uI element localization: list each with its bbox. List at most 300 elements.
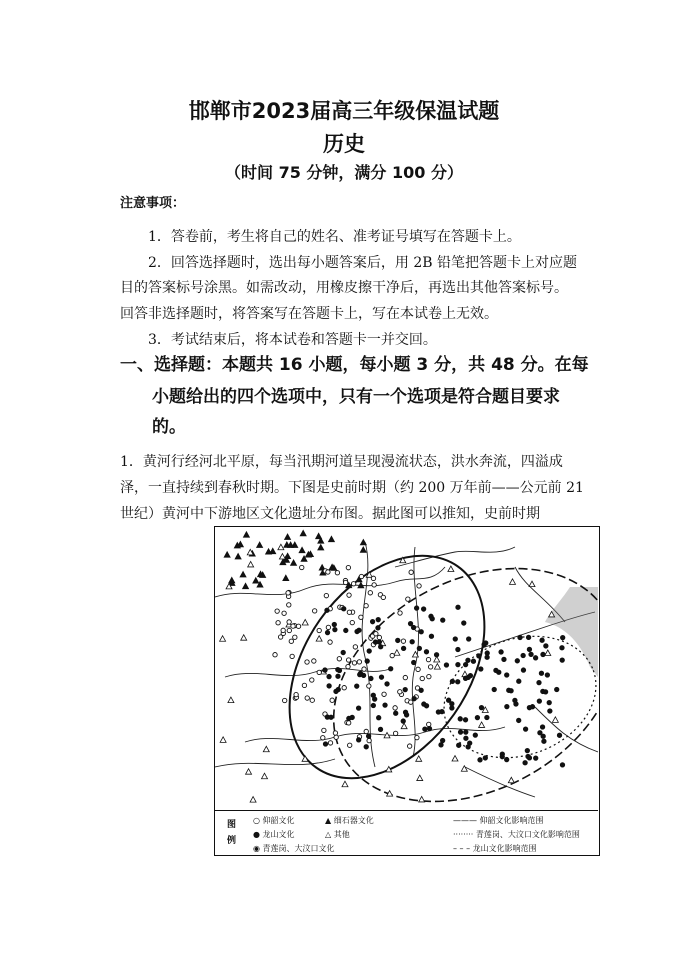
longshan-site-marker [475,715,479,719]
yangshao-site-marker [293,635,297,639]
yangshao-site-marker [351,582,355,586]
yangshao-site-marker [398,611,402,615]
note-line: 1．答卷前，考生将自己的姓名、准考证号填写在答题卡上。 [148,229,521,245]
longshan-site-marker [464,736,468,740]
microlith-site-marker [291,560,297,566]
other-site-marker [262,773,268,779]
longshan-site-marker [540,725,544,729]
longshan-site-marker [560,658,564,662]
other-site-marker [419,796,425,802]
longshan-site-marker [440,709,444,713]
longshan-site-marker [434,653,438,657]
yangshao-site-marker [346,664,350,668]
yangshao-site-marker [291,624,295,628]
longshan-site-marker [366,734,370,738]
yangshao-site-marker [322,728,326,732]
legend-longshan-range: – – – 龙山文化影响范围 [453,844,537,853]
longshan-site-marker [458,730,462,734]
microlith-site-marker [243,532,249,538]
legend-yangshao: ○ 仰韶文化 [253,816,295,825]
yangshao-site-marker [321,736,325,740]
yangshao-site-marker [294,692,298,696]
longshan-site-marker [370,619,374,623]
longshan-site-marker [473,733,477,737]
yangshao-site-marker [428,665,432,669]
longshan-site-marker [417,646,421,650]
longshan-site-marker [403,710,407,714]
longshan-site-marker [541,652,545,656]
longshan-site-marker [485,715,489,719]
other-site-marker [228,697,234,703]
other-site-marker [401,723,407,729]
longshan-site-marker [507,688,511,692]
other-site-marker [278,544,284,550]
longshan-site-marker [560,646,564,650]
yangshao-site-marker [333,731,337,735]
longshan-site-marker [463,662,467,666]
question-line: 泽，一直持续到春秋时期。下图是史前时期（约 200 万年前——公元前 21 [120,480,584,496]
longshan-site-marker [523,761,527,765]
longshan-site-marker [494,668,498,672]
longshan-site-marker [557,733,561,737]
longshan-site-marker [356,738,360,742]
longshan-site-marker [505,704,509,708]
question-line: 世纪）黄河中下游地区文化遗址分布图。据此图可以推知，史前时期 [120,506,540,522]
longshan-site-marker [456,647,460,651]
longshan-site-marker [543,690,547,694]
longshan-site-marker [427,726,431,730]
longshan-site-marker [463,676,467,680]
longshan-site-marker [441,618,445,622]
longshan-site-marker [327,674,331,678]
longshan-site-marker [540,638,544,642]
longshan-site-marker [367,649,371,653]
longshan-site-marker [365,659,369,663]
yangshao-site-marker [364,604,368,608]
yangshao-site-marker [415,735,419,739]
exam-subject: 历史 [323,132,365,156]
other-site-marker [552,717,558,723]
rivers [215,542,598,797]
yangshao-site-marker [403,675,407,679]
longshan-site-marker [479,705,483,709]
yangshao-site-marker [324,593,328,597]
longshan-site-marker [479,667,483,671]
yangshao-site-marker [393,706,397,710]
longshan-site-marker [430,617,434,621]
longshan-site-marker [458,717,462,721]
yangshao-site-marker [390,653,394,657]
yangshao-site-marker [367,738,371,742]
microlith-site-marker [243,583,249,589]
yangshao-site-marker [401,639,405,643]
yangshao-site-marker [342,685,346,689]
longshan-site-marker [371,703,375,707]
longshan-site-marker [329,715,333,719]
longshan-site-marker [466,658,470,662]
yangshao-site-marker [372,583,376,587]
longshan-site-marker [323,668,327,672]
yangshao-site-marker [409,700,413,704]
yangshao-site-marker [305,660,309,664]
longshan-site-marker [538,731,542,735]
longshan-site-marker [521,668,525,672]
longshan-site-marker [462,621,466,625]
longshan-site-marker [545,673,549,677]
yangshao-site-marker [302,683,306,687]
longshan-site-marker [336,674,340,678]
longshan-site-marker [456,662,460,666]
longshan-site-marker [534,756,538,760]
longshan-site-marker [457,743,461,747]
longshan-site-marker [440,738,444,742]
other-site-marker [220,737,226,743]
longshan-site-marker [429,634,433,638]
longshan-site-marker [548,709,552,713]
yangshao-site-marker [312,609,316,613]
longshan-site-marker [358,672,362,676]
longshan-site-marker [485,651,489,655]
other-site-marker [316,636,322,642]
yangshao-site-marker [337,657,341,661]
yangshao-site-marker [278,635,282,639]
longshan-site-marker [539,671,543,675]
yangshao-site-marker [407,744,411,748]
microlith-site-marker [328,536,334,542]
longshan-site-marker [414,606,418,610]
longshan-site-marker [527,705,531,709]
other-site-marker [279,554,285,560]
legend-dawenkou: ◉ 青莲岗、大汶口文化 [253,844,335,853]
longshan-site-marker [350,715,354,719]
longshan-site-marker [342,607,346,611]
longshan-site-marker [504,757,508,761]
microlith-site-marker [235,553,241,559]
longshan-site-marker [515,659,519,663]
longshan-site-marker [467,741,471,745]
yangshao-site-marker [427,674,431,678]
longshan-site-marker [466,637,470,641]
microlith-site-marker [299,547,305,553]
yangshao-site-marker [420,676,424,680]
longshan-site-marker [410,640,414,644]
longshan-site-marker [401,719,405,723]
longshan-site-marker [355,684,359,688]
longshan-site-marker [446,698,450,702]
yangshao-site-marker [368,591,372,595]
section-heading-cont: 小题给出的四个选项中，只有一个选项是符合题目要求 [152,387,560,407]
yangshao-site-marker [281,628,285,632]
longshan-site-marker [373,640,377,644]
longshan-site-marker [376,716,380,720]
longshan-site-marker [369,676,373,680]
yangshao-site-marker [290,654,294,658]
yangshao-site-marker [317,670,321,674]
other-site-marker [263,746,269,752]
question-line: 1．黄河行经河北平原，每当汛期河道呈现漫流状态，洪水奔流，四溢成 [120,454,563,470]
longshan-site-marker [542,739,546,743]
other-site-marker [417,775,423,781]
longshan-site-marker [388,667,392,671]
longshan-site-marker [555,687,559,691]
longshan-site-marker [527,756,531,760]
yangshao-site-marker [287,620,291,624]
other-site-marker [434,664,440,670]
other-site-marker [461,766,467,772]
longshan-site-marker [505,673,509,677]
yangshao-site-marker [287,603,291,607]
longshan-site-marker [323,742,327,746]
longshan-site-marker [364,745,368,749]
yangshao-site-marker [275,609,279,613]
other-site-marker [248,561,254,567]
longshan-site-marker [463,718,467,722]
yangshao-site-marker [406,597,410,601]
yangshao-site-marker [347,593,351,597]
site-markers [220,530,565,802]
map-legend [215,810,598,856]
longshan-site-marker [378,645,382,649]
yangshao-site-marker [382,692,386,696]
longshan-site-marker [379,675,383,679]
microlith-site-marker [240,572,246,578]
yangshao-site-marker [343,580,347,584]
yangshao-site-marker [417,584,421,588]
other-site-marker [545,650,551,656]
map-graphic [215,527,598,811]
longshan-site-marker [484,641,488,645]
yangshao-site-marker [426,657,430,661]
other-site-marker [508,777,514,783]
other-site-marker [479,722,485,728]
microlith-site-marker [300,530,306,536]
longshan-site-marker [525,748,529,752]
longshan-site-marker [533,656,537,660]
longshan-site-marker [421,607,425,611]
longshan-site-marker [513,698,517,702]
longshan-site-marker [453,637,457,641]
yangshao-site-marker [357,660,361,664]
longshan-site-marker [527,647,531,651]
longshan-site-marker [471,659,475,663]
yangshao-site-marker [427,722,431,726]
longshan-site-marker [332,622,336,626]
yangshao-site-marker [328,741,332,745]
notes-heading: 注意事项： [120,196,186,211]
longshan-site-marker [529,652,533,656]
longshan-site-marker [327,684,331,688]
yangshao-site-marker [374,632,378,636]
microlith-site-marker [257,542,263,548]
yangshao-site-marker [352,661,356,665]
other-site-marker [250,797,256,803]
longshan-site-marker [385,682,389,686]
other-site-marker [529,581,535,587]
longshan-site-marker [333,627,337,631]
longshan-site-marker [547,700,551,704]
longshan-site-marker [403,687,407,691]
yangshao-site-marker [296,624,300,628]
other-site-marker [510,579,516,585]
longshan-site-marker [560,635,564,639]
yangshao-site-marker [330,698,334,702]
longshan-site-marker [336,667,340,671]
longshan-site-marker [401,646,405,650]
yangshao-site-marker [367,684,371,688]
yangshao-site-marker [287,628,291,632]
exam-title: 邯郸市2023届高三年级保温试题 [188,99,500,123]
longshan-site-marker [378,727,382,731]
yangshao-site-marker [334,735,338,739]
microlith-site-marker [285,534,291,540]
longshan-site-marker [334,689,338,693]
longshan-site-marker [526,635,530,639]
other-site-marker [448,566,454,572]
yangshao-site-marker [289,639,293,643]
longshan-site-marker [325,608,329,612]
longshan-site-marker [517,679,521,683]
other-site-marker [452,756,458,762]
longshan-site-marker [372,697,376,701]
yangshao-site-marker [359,615,363,619]
note-line: 3．考试结束后，将本试卷和答题卡一并交回。 [148,332,437,348]
yangshao-site-marker [286,591,290,595]
yangshao-site-marker [326,625,330,629]
exam-time-info: （时间 75 分钟，满分 100 分） [225,163,463,182]
longshan-site-marker [492,687,496,691]
longshan-site-marker [478,758,482,762]
longshan-site-marker [456,680,460,684]
other-site-marker [302,619,308,625]
longshan-site-marker [537,699,541,703]
legend-longshan: ● 龙山文化 [253,830,295,839]
longshan-site-marker [344,628,348,632]
longshan-site-marker [376,617,380,621]
yangshao-site-marker [350,620,354,624]
yangshao-site-marker [416,667,420,671]
note-line: 2．回答选择题时，选出每小题答案后，用 2B 铅笔把答题卡上对应题 [148,255,578,271]
other-site-marker [342,781,348,787]
longshan-site-marker [517,718,521,722]
longshan-site-marker [396,638,400,642]
yangshao-site-marker [335,571,339,575]
longshan-site-marker [356,706,360,710]
yangshao-site-marker [353,645,357,649]
longshan-site-marker [325,630,329,634]
yangshao-site-marker [300,565,304,569]
longshan-site-marker [456,605,460,609]
other-site-marker [241,635,247,641]
longshan-site-marker [518,635,522,639]
yangshao-site-marker [346,658,350,662]
longshan-site-marker [341,650,345,654]
yangshao-site-marker [317,628,321,632]
yangshao-site-marker [371,576,375,580]
yangshao-site-marker [305,696,309,700]
longshan-site-marker [394,711,398,715]
longshan-site-marker [424,704,428,708]
other-site-marker [416,756,422,762]
yangshao-site-marker [409,570,413,574]
longshan-site-marker [408,621,412,625]
longshan-site-marker [412,696,416,700]
yangshao-site-marker [377,635,381,639]
microlith-site-marker [318,544,324,550]
longshan-site-marker [464,730,468,734]
microlith-site-marker [360,547,366,553]
other-site-marker [246,769,252,775]
longshan-site-marker [411,625,415,629]
microlith-site-marker [283,575,289,581]
longshan-site-marker [412,660,416,664]
longshan-site-marker [477,654,481,658]
yangshao-site-marker [359,574,363,578]
legend-other: △ 其他 [325,830,350,839]
longshan-site-marker [502,657,506,661]
legend-yangshao-range: ——— 仰韶文化影响范围 [453,816,544,825]
longshan-site-marker [444,663,448,667]
longshan-site-marker [468,673,472,677]
longshan-site-marker [537,680,541,684]
yangshao-site-marker [381,595,385,599]
longshan-site-marker [485,655,489,659]
yangshao-site-marker [346,565,350,569]
longshan-site-marker [383,703,387,707]
note-line: 目的答案标号涂黑。如需改动，用橡皮擦干净后，再选出其他答案标号。 [120,280,568,296]
yangshao-site-marker [346,721,350,725]
other-site-marker [394,650,400,656]
longshan-site-marker [450,679,454,683]
longshan-site-marker [450,706,454,710]
yangshao-site-marker [326,570,330,574]
yangshao-site-marker [348,743,352,747]
yangshao-site-marker [310,698,314,702]
microlith-site-marker [253,578,259,584]
yangshao-site-marker [312,659,316,663]
longshan-site-marker [499,650,503,654]
legend-microlith: ▲ 细石器文化 [325,816,374,825]
yangshao-site-marker [347,610,351,614]
yangshao-site-marker [273,652,277,656]
yangshao-site-marker [364,729,368,733]
yangshao-site-marker [328,640,332,644]
longshan-site-marker [521,653,525,657]
longshan-site-marker [419,688,423,692]
note-line: 回答非选择题时，将答案写在答题卡上，写在本试卷上无效。 [120,306,498,322]
longshan-site-marker [560,763,564,767]
longshan-site-marker [357,628,361,632]
yangshao-site-marker [310,678,314,682]
microlith-site-marker [224,552,230,558]
yangshao-site-marker [282,611,286,615]
legend-dawenkou-range: ········ 青莲岗、大汶口文化影响范围 [453,830,580,839]
longshan-site-marker [376,626,380,630]
section-heading: 一、选择题：本题共 16 小题，每小题 3 分，共 48 分。在每 [120,355,589,375]
longshan-site-marker [483,756,487,760]
yangshao-site-marker [282,698,286,702]
section-heading-cont: 的。 [152,417,186,437]
yangshao-site-marker [393,731,397,735]
other-site-marker [220,636,226,642]
longshan-site-marker [500,754,504,758]
culture-sites-map [214,526,600,856]
longshan-site-marker [419,630,423,634]
yangshao-site-marker [362,667,366,671]
longshan-site-marker [423,727,427,731]
longshan-site-marker [544,644,548,648]
legend-title: 图例 [227,820,237,846]
yangshao-site-marker [398,690,402,694]
